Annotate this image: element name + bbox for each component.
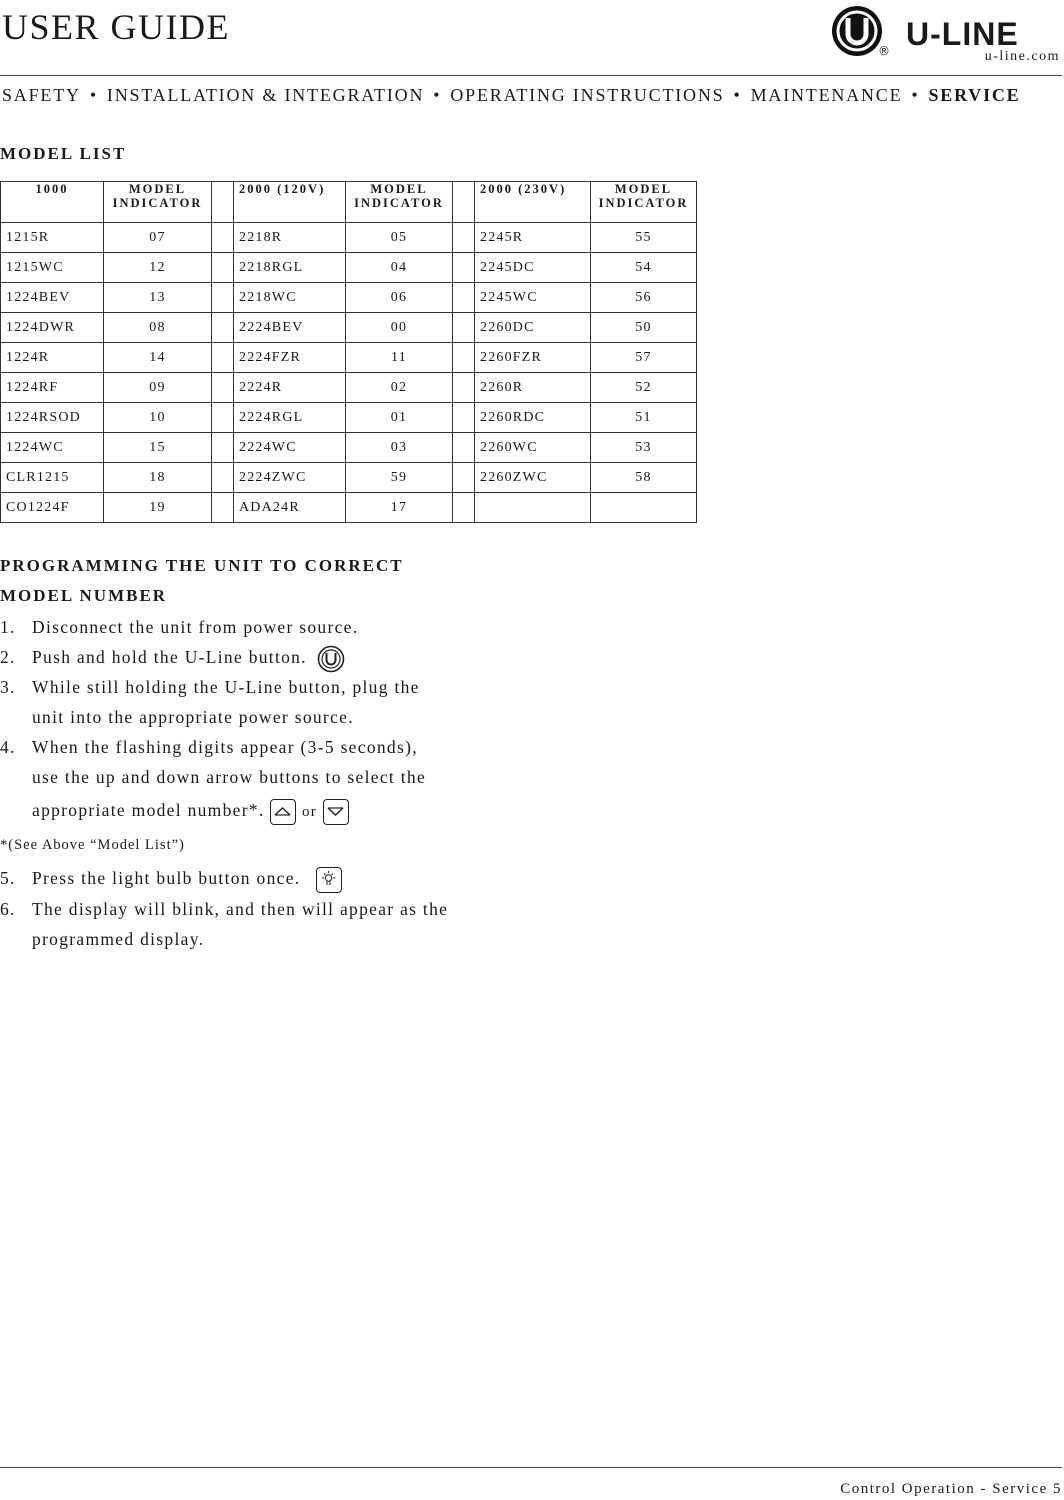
footer-divider xyxy=(0,1467,1062,1468)
indicator-cell: 09 xyxy=(104,373,212,403)
model-cell: 2245DC xyxy=(475,253,591,283)
model-cell: 1224RF xyxy=(1,373,104,403)
model-cell: 1224R xyxy=(1,343,104,373)
model-list-heading: MODEL LIST xyxy=(0,144,127,163)
nav-separator: • xyxy=(733,85,742,105)
column-header-indicator: MODEL INDICATOR xyxy=(346,182,453,223)
column-spacer xyxy=(212,182,234,223)
indicator-cell: 02 xyxy=(346,373,453,403)
model-cell: 2260ZWC xyxy=(475,463,591,493)
step-4-continued: use the up and down arrow buttons to select the xyxy=(32,767,427,787)
indicator-cell: 59 xyxy=(346,463,453,493)
registered-mark: ® xyxy=(878,44,890,58)
model-cell: 1215R xyxy=(1,223,104,253)
column-spacer xyxy=(453,182,475,223)
nav-separator: • xyxy=(89,85,98,105)
indicator-cell: 14 xyxy=(104,343,212,373)
step-4-continued xyxy=(0,792,520,828)
table-row xyxy=(1,373,697,403)
step-3-continued: unit into the appropriate power source. xyxy=(32,707,354,727)
spacer-cell xyxy=(453,433,475,463)
spacer-cell xyxy=(212,463,234,493)
nav-item-service[interactable]: SERVICE xyxy=(928,85,1021,105)
nav-item-installation[interactable]: INSTALLATION & INTEGRATION xyxy=(106,85,425,105)
spacer-cell xyxy=(453,283,475,313)
step-4 xyxy=(0,732,520,762)
model-cell: 2224BEV xyxy=(234,313,346,343)
spacer-cell xyxy=(212,403,234,433)
nav-separator: • xyxy=(433,85,442,105)
model-cell: 2224R xyxy=(234,373,346,403)
table-row xyxy=(1,433,697,463)
indicator-cell xyxy=(591,493,697,523)
spacer-cell xyxy=(212,433,234,463)
column-header-indicator: MODEL INDICATOR xyxy=(104,182,212,223)
model-cell: 2245R xyxy=(475,223,591,253)
page-title: USER GUIDE xyxy=(2,7,230,47)
spacer-cell xyxy=(212,223,234,253)
step-2 xyxy=(0,642,520,672)
model-cell: 2224FZR xyxy=(234,343,346,373)
u-line-button-icon xyxy=(317,645,345,673)
model-cell: 2260DC xyxy=(475,313,591,343)
step-text: The display will blink, and then will appear as the xyxy=(32,899,449,919)
spacer-cell xyxy=(453,463,475,493)
spacer-cell xyxy=(453,253,475,283)
indicator-cell: 00 xyxy=(346,313,453,343)
indicator-cell: 12 xyxy=(104,253,212,283)
spacer-cell xyxy=(212,493,234,523)
table-row xyxy=(1,403,697,433)
u-line-logo xyxy=(830,4,1062,66)
table-row xyxy=(1,313,697,343)
spacer-cell xyxy=(212,373,234,403)
model-cell: 2218R xyxy=(234,223,346,253)
model-cell: 1224WC xyxy=(1,433,104,463)
indicator-cell: 19 xyxy=(104,493,212,523)
model-cell: 1224BEV xyxy=(1,283,104,313)
indicator-cell: 05 xyxy=(346,223,453,253)
up-arrow-button-icon xyxy=(270,799,296,825)
model-cell xyxy=(475,493,591,523)
indicator-cell: 50 xyxy=(591,313,697,343)
indicator-cell: 06 xyxy=(346,283,453,313)
model-cell: 2260RDC xyxy=(475,403,591,433)
step-6 xyxy=(0,894,520,924)
model-cell: 2260FZR xyxy=(475,343,591,373)
indicator-cell: 11 xyxy=(346,343,453,373)
indicator-cell: 15 xyxy=(104,433,212,463)
model-cell: 2260WC xyxy=(475,433,591,463)
model-cell: 2224WC xyxy=(234,433,346,463)
column-header-group: 1000 xyxy=(1,182,104,223)
indicator-cell: 52 xyxy=(591,373,697,403)
step-number: 6. xyxy=(0,899,16,919)
step-number: 5. xyxy=(0,868,16,888)
table-row xyxy=(1,283,697,313)
header-divider xyxy=(0,75,1062,76)
spacer-cell xyxy=(212,343,234,373)
model-cell: ADA24R xyxy=(234,493,346,523)
nav-item-safety[interactable]: SAFETY xyxy=(2,85,81,105)
spacer-cell xyxy=(453,403,475,433)
indicator-cell: 13 xyxy=(104,283,212,313)
u-line-emblem-icon xyxy=(830,4,884,58)
table-row xyxy=(1,463,697,493)
spacer-cell xyxy=(212,253,234,283)
indicator-cell: 58 xyxy=(591,463,697,493)
step-text: When the flashing digits appear (3-5 seconds), xyxy=(32,737,418,757)
page-footer: Control Operation - Service 5 xyxy=(840,1481,1062,1497)
indicator-cell: 10 xyxy=(104,403,212,433)
nav-separator: • xyxy=(911,85,920,105)
indicator-cell: 08 xyxy=(104,313,212,343)
light-bulb-button-icon xyxy=(316,867,342,893)
brand-wordmark: U-LINE xyxy=(906,16,1019,52)
programming-heading-line1: PROGRAMMING THE UNIT TO CORRECT xyxy=(0,556,404,575)
website-label: u-line.com xyxy=(984,49,1060,64)
step-number: 1. xyxy=(0,617,16,637)
indicator-cell: 53 xyxy=(591,433,697,463)
programming-heading-line2: MODEL NUMBER xyxy=(0,586,168,605)
step-number: 2. xyxy=(0,647,16,667)
model-list-note: *(See Above “Model List”) xyxy=(0,837,185,853)
model-cell: CO1224F xyxy=(1,493,104,523)
indicator-cell: 51 xyxy=(591,403,697,433)
model-cell: 2224RGL xyxy=(234,403,346,433)
spacer-cell xyxy=(453,373,475,403)
indicator-cell: 57 xyxy=(591,343,697,373)
step-text: Disconnect the unit from power source. xyxy=(32,617,359,637)
step-text: Press the light bulb button once. xyxy=(32,868,301,888)
step-5 xyxy=(0,862,520,894)
down-arrow-button-icon xyxy=(323,799,349,825)
or-label: or xyxy=(301,804,318,820)
spacer-cell xyxy=(453,343,475,373)
model-list-body xyxy=(1,223,697,523)
indicator-cell: 56 xyxy=(591,283,697,313)
column-header-group: 2000 (120V) xyxy=(234,182,346,223)
spacer-cell xyxy=(212,313,234,343)
table-row xyxy=(1,493,697,523)
model-cell: 2218RGL xyxy=(234,253,346,283)
column-header-indicator: MODEL INDICATOR xyxy=(591,182,697,223)
spacer-cell xyxy=(453,493,475,523)
nav-item-maintenance[interactable]: MAINTENANCE xyxy=(750,85,903,105)
spacer-cell xyxy=(453,313,475,343)
model-cell: 2218WC xyxy=(234,283,346,313)
model-cell: 2224ZWC xyxy=(234,463,346,493)
model-cell: 1215WC xyxy=(1,253,104,283)
spacer-cell xyxy=(212,283,234,313)
step-1 xyxy=(0,612,520,642)
indicator-cell: 01 xyxy=(346,403,453,433)
indicator-cell: 54 xyxy=(591,253,697,283)
model-cell: 2245WC xyxy=(475,283,591,313)
indicator-cell: 18 xyxy=(104,463,212,493)
model-cell: CLR1215 xyxy=(1,463,104,493)
step-3 xyxy=(0,672,520,702)
step-6-continued: programmed display. xyxy=(32,929,205,949)
model-cell: 2260R xyxy=(475,373,591,403)
table-row xyxy=(1,253,697,283)
programming-steps xyxy=(0,612,520,954)
indicator-cell: 04 xyxy=(346,253,453,283)
section-nav xyxy=(2,85,1062,106)
indicator-cell: 03 xyxy=(346,433,453,463)
spacer-cell xyxy=(453,223,475,253)
step-number: 3. xyxy=(0,677,16,697)
step-text: Push and hold the U-Line button. xyxy=(32,647,307,667)
nav-item-operating[interactable]: OPERATING INSTRUCTIONS xyxy=(450,85,725,105)
column-header-group: 2000 (230V) xyxy=(475,182,591,223)
table-row xyxy=(1,223,697,253)
model-cell: 1224RSOD xyxy=(1,403,104,433)
model-list-table xyxy=(0,181,697,523)
indicator-cell: 17 xyxy=(346,493,453,523)
step-number: 4. xyxy=(0,737,16,757)
indicator-cell: 07 xyxy=(104,223,212,253)
indicator-cell: 55 xyxy=(591,223,697,253)
table-header-row xyxy=(1,182,697,223)
model-cell: 1224DWR xyxy=(1,313,104,343)
step-text: appropriate model number*. xyxy=(32,800,265,820)
step-text: While still holding the U-Line button, plug the xyxy=(32,677,420,697)
table-row xyxy=(1,343,697,373)
